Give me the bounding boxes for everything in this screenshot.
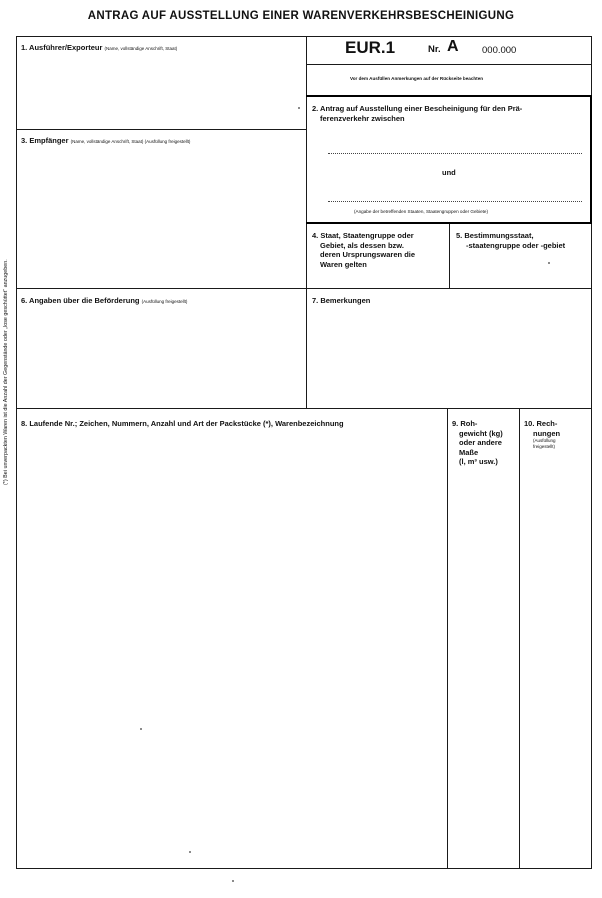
field-10-invoices: 10. Rech- nungen (Ausfüllung freigestellt) <box>524 419 561 449</box>
form-title: ANTRAG AUF AUSSTELLUNG EINER WARENVERKEHRSBESCHEINIGUNG <box>87 10 515 22</box>
field-4-origin: 4. Staat, Staatengruppe oder Gebiet, als dessen bzw. deren Ursprungswaren die Waren gelten <box>312 231 416 269</box>
field-2-label-line2: ferenzverkehr zwischen <box>320 114 405 123</box>
field-2-label-line1: 2. Antrag auf Ausstellung einer Bescheinigung für den Prä- <box>312 104 523 113</box>
reverse-side-note: Vor dem Ausfüllen Anmerkungen auf der Rückseite beachten <box>350 76 484 81</box>
field-2-und: und <box>442 168 456 177</box>
field-1-exporter: 1. Ausführer/Exporteur (Name, vollständige Anschrift, Staat) <box>21 43 178 52</box>
field-8-goods-description: 8. Laufende Nr.; Zeichen, Nummern, Anzahl und Art der Packstücke (*), Warenbezeichnung <box>21 419 344 428</box>
field-2-caption: (Angabe der betreffenden Staaten, Staatengruppen oder Gebiete) <box>354 209 488 214</box>
certificate-number: 000.000 <box>482 45 517 56</box>
eur1-title: EUR.1 <box>345 38 396 57</box>
nr-label: Nr. <box>428 44 441 55</box>
field-9-gross-weight: 9. Roh- gewicht (kg) oder andere Maße (l, m³ usw.) <box>452 419 503 466</box>
field-6-transport: 6. Angaben über die Beförderung (Ausfüllung freigestellt) <box>21 296 188 305</box>
nr-letter: A <box>447 38 459 55</box>
field-5-destination: 5. Bestimmungsstaat, -staatengruppe oder -gebiet <box>456 231 566 250</box>
field-7-remarks: 7. Bemerkungen <box>312 296 371 305</box>
field-3-consignee: 3. Empfänger (Name, vollständige Anschrift, Staat) (Ausfüllung freigestellt) <box>21 136 191 145</box>
